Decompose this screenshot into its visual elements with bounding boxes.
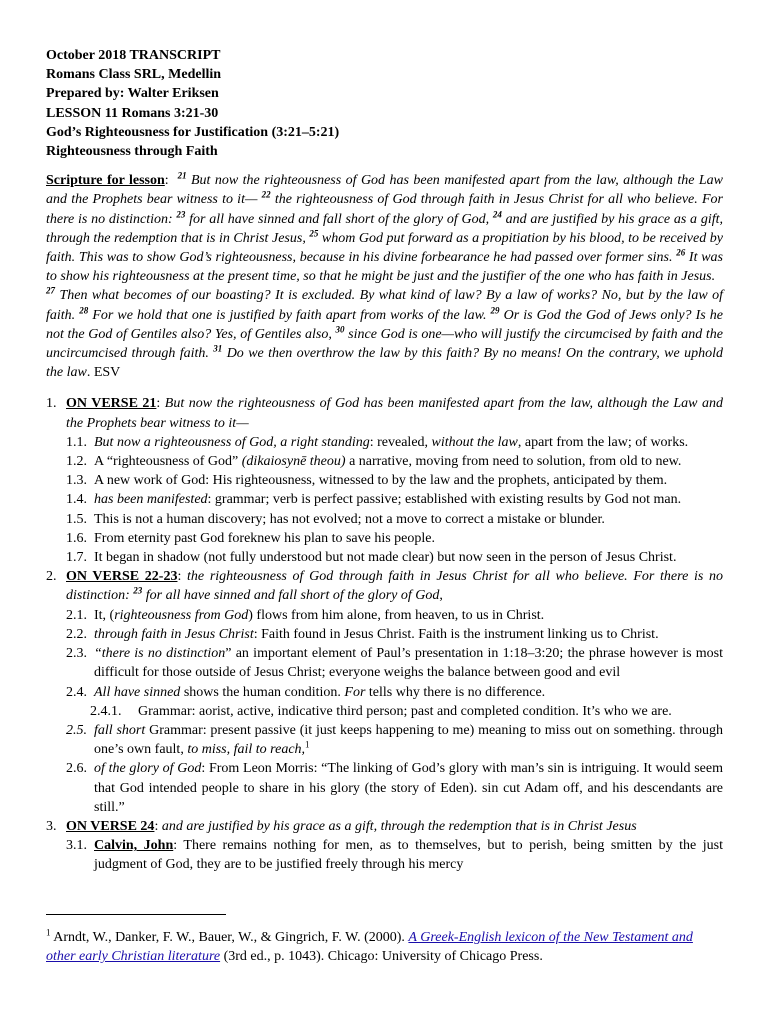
- verse-text: Then what becomes of our boasting? It is excluded. By what kind of law? By a law of works? No, but by the law of faith.: [46, 288, 723, 323]
- footnote-reference[interactable]: 1: [305, 739, 310, 750]
- cited-author: Calvin, John: [94, 838, 174, 854]
- verse-number: 23: [176, 208, 186, 219]
- outline-section: 1. ON VERSE 21: But now the righteousness of God has been manifested apart from the law, although the Law and the Prophets bear witness to it—: [46, 396, 723, 431]
- section-heading: ON VERSE 24: [66, 818, 155, 834]
- section-text: the righteousness of God through faith in Jesus Christ for all who believe. For there is no distinction:: [66, 569, 723, 604]
- verse-text: Do we then overthrow the law by this faith? By no means! On the contrary, we uphold the law: [46, 346, 724, 381]
- scripture-label: Scripture for lesson: [46, 173, 165, 189]
- footnote-link[interactable]: A Greek-English lexicon of the New Testament and other early Christian literature: [46, 930, 693, 965]
- verse-text: But now the righteousness of God has been manifested apart from the law, although the Law and the Prophets bear witness to it—: [46, 173, 724, 208]
- outline-item: 2.2. through faith in Jesus Christ: Faith found in Jesus Christ. Faith is the instrument linking us to Christ.: [66, 626, 659, 642]
- outline-item: 1.2. A “righteousness of God” (dikaiosynē theou) a narrative, moving from need to solution, from old to new.: [66, 454, 682, 470]
- class-name: Romans Class SRL, Medellin: [46, 67, 222, 83]
- outline-item: 1.4. has been manifested: grammar; verb is perfect passive; established with existing results by God not man.: [66, 492, 682, 508]
- outline-item: 1.3. A new work of God: His righteousness, witnessed to by the law and the prophets, anticipated by them.: [66, 473, 668, 489]
- verse-number: 21: [177, 170, 187, 181]
- lesson-title: LESSON 11 Romans 3:21-30: [46, 105, 219, 121]
- document-header: [46, 46, 723, 161]
- verse-text: for all have sinned and fall short of the glory of God,: [185, 211, 493, 227]
- transcript-date: October 2018 TRANSCRIPT: [46, 48, 221, 63]
- outline-item: 3.1. Calvin, John: There remains nothing for men, as to themselves, but to perish, being smitten by the just judgment of God, they are to be justified freely through his mercy: [66, 838, 723, 873]
- section-heading: ON VERSE 21: [66, 396, 157, 412]
- outline-item: 1.7. It began in shadow (not fully understood but not made clear) but now seen in the person of Jesus Christ.: [66, 550, 677, 566]
- footnote-number: 1: [46, 927, 51, 938]
- verse-number: 24: [492, 208, 502, 219]
- verse-number: 23: [133, 585, 143, 596]
- verse-number: 31: [213, 343, 223, 354]
- outline-subitem: 2.4.1. Grammar: aorist, active, indicative third person; past and completed condition. It’s who we are.: [90, 703, 672, 719]
- version-tag: . ESV: [86, 365, 121, 381]
- outline-section: 2. ON VERSE 22-23: the righteousness of God through faith in Jesus Christ for all who believe. For there is no distinction: $^{23}$ for all have sinned and fall short of the glory of God,: [46, 569, 723, 604]
- verse-text: and are justified by his grace as a gift, through the redemption that is in Christ Jesus,: [46, 211, 723, 246]
- section-number: 1.: [46, 396, 57, 412]
- verse-text: Or is God the God of Jews only? Is he not the God of Gentiles also? Yes, of Gentiles also,: [46, 307, 723, 342]
- outline-item: 2.3. “there is no distinction” an important element of Paul’s presentation in 1:18–3:20; the phrase however is most difficult for those outside of Jesus Christ; everyone weighs the balance between good and evil: [66, 646, 723, 681]
- section-text: and are justified by his grace as a gift, through the redemption that is in Christ Jesus: [161, 818, 637, 834]
- verse-number: 27: [46, 285, 55, 296]
- section-heading: ON VERSE 22-23: [66, 569, 178, 585]
- section-title: God’s Righteousness for Justification (3:21–5:21): [46, 124, 340, 140]
- verse-number: 25: [309, 228, 319, 239]
- outline-section: 3. ON VERSE 24: and are justified by his grace as a gift, through the redemption that is in Christ Jesus: [46, 817, 723, 836]
- document-page: [46, 46, 723, 875]
- outline-item: 1.5. This is not a human discovery; has not evolved; not a move to correct a mistake or blunder.: [66, 511, 605, 527]
- verse-number: 22: [261, 189, 271, 200]
- verse-number: 26: [676, 247, 686, 258]
- subsection-title: Righteousness through Faith: [46, 144, 218, 160]
- outline-item: 2.5. fall short Grammar: present passive (it just keeps happening to me) meaning to miss out on something. through one’s own fault, to miss, fail to reach,$^1$: [66, 722, 723, 758]
- verse-number: 29: [490, 304, 500, 315]
- footnote-divider: [46, 914, 226, 915]
- author-line: Prepared by: Walter Eriksen: [46, 86, 219, 102]
- verse-text: It was to show his righteousness at the present time, so that he might be just and the justifier of the one who has faith in Jesus.: [46, 250, 723, 285]
- outline-item: 2.4. All have sinned shows the human condition. For tells why there is no difference.: [66, 684, 546, 700]
- section-number: 2.: [46, 569, 57, 585]
- footnote: $^1$ Arndt, W., Danker, F. W., Bauer, W., & Gingrich, F. W. (2000). A Greek-English lexicon of the New Testament and other early Christian literature (3rd ed., p. 1043). Chicago: University of Chicago Press.: [46, 927, 693, 965]
- section-text: But now the righteousness of God has been manifested apart from the law, although the Law and the Prophets bear witness to it—: [66, 396, 723, 431]
- notes-outline: [46, 394, 723, 874]
- section-number: 3.: [46, 818, 57, 834]
- outline-item: 2.1. It, (righteousness from God) flows from him alone, from heaven, to us in Christ.: [66, 607, 545, 623]
- outline-item: 1.1. But now a righteousness of God, a right standing: revealed, without the law, apart from the law; of works.: [66, 434, 689, 450]
- outline-item: 2.6. of the glory of God: From Leon Morris: “The linking of God’s glory with man’s sin is intriguing. It would seem that God intended people to share in his glory (the story of Eden). sin cut Adam off, and his descendants are still.”: [66, 761, 723, 815]
- verse-text: whom God put forward as a propitiation by his blood, to be received by faith. This was to show God’s righteousness, because in his divine forbearance he had passed over former sins.: [46, 230, 723, 266]
- verse-text: the righteousness of God through faith in Jesus Christ for all who believe. For there is no distinction:: [46, 192, 723, 227]
- outline-item: 1.6. From eternity past God foreknew his plan to save his people.: [66, 530, 435, 546]
- verse-text: since God is one—who will justify the circumcised by faith and the uncircumcised through faith.: [46, 326, 723, 362]
- scripture-passage: Scripture for lesson: $^{21}$ But now the righteousness of God has been manifested apart from the law, although the Law and the Prophets bear witness to it— $^{22}$ the righteousness of God through faith in Jesus Christ for all who believe. For there is no distinction: $^{23}$ for all have sinned and fall short of the glory of God, $^{24}$ and are justified by his grace as a gift, through the redemption that is in Christ Jesus, $^{25}$ whom God put forward as a propitiation by his blood, to be received by faith. This was to show God’s righteousness, because in his divine forbearance he had passed over former sins. $^{26}$ It was to show his righteousness at the present time, so that he might be just and the justifier of the one who has faith in Jesus. $^{27}$ Then what becomes of our boasting? It is excluded. By what kind of law? By a law of works? No, but by the law of faith. $^{28}$ For we hold that one is justified by faith apart from works of the law. $^{29}$ Or is God the God of Jews only? Is he not the God of Gentiles also? Yes, of Gentiles also, $^{30}$ since God is one—who will justify the circumcised by faith and the uncircumcised through faith. $^{31}$ Do we then overthrow the law by this faith? By no means! On the contrary, we uphold the law. ESV: [46, 170, 724, 381]
- verse-number: 28: [79, 304, 89, 315]
- verse-number: 30: [335, 324, 345, 335]
- verse-text: For we hold that one is justified by faith apart from works of the law.: [88, 307, 491, 323]
